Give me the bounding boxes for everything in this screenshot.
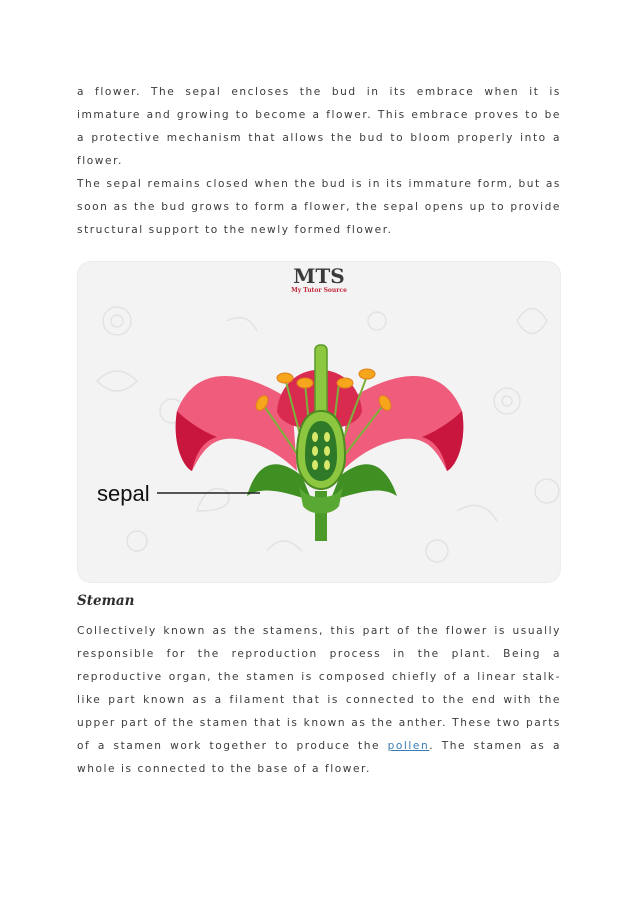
- paragraph-sepal-intro: a flower. The sepal encloses the bud in its embrace when it is immature and growing to become a flower. This embrace proves to be a protective mechanism that allows the bud to bloom properly into a flower.: [77, 86, 561, 167]
- logo-subtitle: My Tutor Source: [291, 287, 347, 294]
- paragraph-sepal-function: The sepal remains closed when the bud is in its immature form, but as soon as the bud grows to form a flower, the sepal opens up to provide structural support to the newly formed flower.: [77, 178, 561, 236]
- stamen-text-after-link: . The stamen as a whole is connected to the base of a flower.: [77, 740, 561, 775]
- paragraph-stamen: [77, 620, 561, 781]
- sepal-diagram-figure: [77, 261, 561, 583]
- stamen-text-before-link: Collectively known as the stamens, this part of the flower is usually responsible for the reproduction process in the plant. Being a reproductive organ, the stamen is composed chiefly of a linear stalk-like part known as a filament that is connected to the end with the upper part of the stamen that is known as the anther. These two parts of a stamen work together to produce the: [77, 625, 561, 752]
- sepal-label: sepal: [97, 481, 150, 506]
- logo-text: MTS: [293, 264, 345, 288]
- ovary-inner: [305, 421, 337, 481]
- mts-logo: [291, 264, 347, 294]
- pollen-link[interactable]: pollen: [387, 740, 430, 752]
- flower-illustration: [77, 261, 561, 583]
- section-heading: Steman: [77, 593, 135, 609]
